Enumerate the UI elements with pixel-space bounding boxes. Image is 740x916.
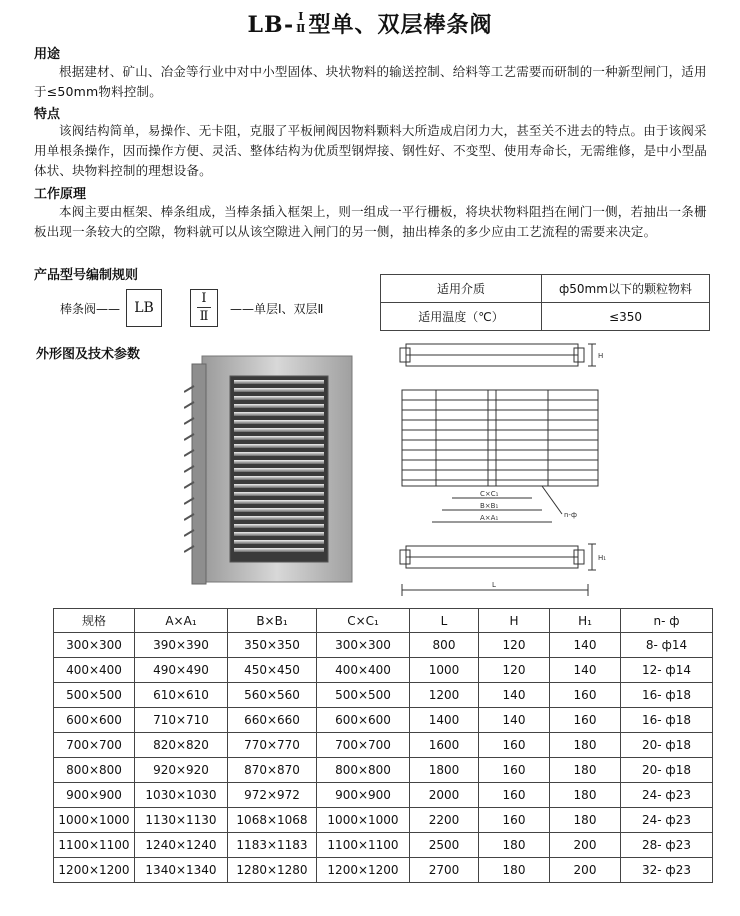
table-cell: 1200×1200 xyxy=(54,858,135,883)
params-table xyxy=(53,608,713,883)
params-header-cell: A×A₁ xyxy=(135,609,228,633)
table-cell: 1340×1340 xyxy=(135,858,228,883)
table-cell: 500×500 xyxy=(317,683,410,708)
table-cell: 140 xyxy=(550,633,621,658)
table-row xyxy=(54,733,713,758)
params-header-cell: H xyxy=(479,609,550,633)
model-rule-heading: 产品型号编制规则 xyxy=(34,268,139,283)
layer-code-bottom: Ⅱ xyxy=(199,309,209,324)
principle-text: 本阀主要由框架、棒条组成，当棒条插入框架上，则一组成一平行栅板，将块状物料阻挡在闸门一侧，若抽出一条栅板出现一条较大的空隙，物料就可以从该空隙进入闸门的另一侧，抽出棒条的多少应由工艺流程的需要来决定。 xyxy=(34,204,707,239)
photo-frame-side xyxy=(192,364,206,584)
page-title xyxy=(0,8,740,39)
model-code-box xyxy=(126,289,162,327)
drawing-label-a: A×A₁ xyxy=(480,514,499,522)
model-code: LB xyxy=(134,300,154,316)
drawing-plan-view xyxy=(402,390,598,486)
usage-text: 根据建材、矿山、冶金等行业中对中小型固体、块状物料的输送控制、给料等工艺需要而研制的一种新型闸门，适用于≤50mm物料控制。 xyxy=(34,64,707,99)
spec-table xyxy=(380,274,710,331)
table-cell: 300×300 xyxy=(317,633,410,658)
params-header-cell: L xyxy=(410,609,479,633)
table-cell: 2200 xyxy=(410,808,479,833)
table-cell: 1240×1240 xyxy=(135,833,228,858)
table-cell: 920×920 xyxy=(135,758,228,783)
table-cell: 972×972 xyxy=(228,783,317,808)
table-row xyxy=(54,683,713,708)
principle-heading: 工作原理 xyxy=(34,187,87,202)
table-row xyxy=(54,783,713,808)
table-cell: 660×660 xyxy=(228,708,317,733)
table-cell: 2500 xyxy=(410,833,479,858)
table-row xyxy=(54,658,713,683)
features-text: 该阀结构简单，易操作、无卡阻，克服了平板闸阀因物料颗料大所造成启闭力大，甚至关不进去的特点。由于该阀采用单根条操作，因而操作方便、灵活、整体结构为优质型钢焊接、钢性好、不变型、使用寿命长，无需维修，是中小型晶体状、块物料控制的理想设备。 xyxy=(34,123,708,178)
drawing-label-h: H xyxy=(598,352,604,360)
table-cell: 8- ф14 xyxy=(621,633,713,658)
table-cell: 160 xyxy=(479,758,550,783)
table-cell: 450×450 xyxy=(228,658,317,683)
layer-code-desc: ——单层Ⅰ、双层Ⅱ xyxy=(230,302,324,316)
title-sup: Ⅰ xyxy=(298,10,305,23)
spec-key: 适用温度（℃） xyxy=(381,303,542,331)
table-cell: 900×900 xyxy=(54,783,135,808)
figure-heading: 外形图及技术参数 xyxy=(36,347,141,362)
table-cell: 180 xyxy=(479,833,550,858)
table-cell: 180 xyxy=(550,758,621,783)
table-cell: 900×900 xyxy=(317,783,410,808)
table-cell: 20- ф18 xyxy=(621,733,713,758)
table-cell: 24- ф23 xyxy=(621,783,713,808)
drawing-label-b: B×B₁ xyxy=(480,502,499,510)
table-cell: 2700 xyxy=(410,858,479,883)
table-cell: 1200×1200 xyxy=(317,858,410,883)
table-cell: 400×400 xyxy=(54,658,135,683)
table-cell: 120 xyxy=(479,658,550,683)
table-cell: 12- ф14 xyxy=(621,658,713,683)
params-header-cell: H₁ xyxy=(550,609,621,633)
table-cell: 1183×1183 xyxy=(228,833,317,858)
drawing-label-n: n-ф xyxy=(564,511,577,519)
table-cell: 120 xyxy=(479,633,550,658)
table-cell: 2000 xyxy=(410,783,479,808)
model-code-label: 棒条阀—— xyxy=(60,302,121,316)
table-cell: 16- ф18 xyxy=(621,683,713,708)
table-cell: 600×600 xyxy=(317,708,410,733)
table-cell: 1000×1000 xyxy=(54,808,135,833)
table-cell: 600×600 xyxy=(54,708,135,733)
drawing-label-h1: H₁ xyxy=(598,554,607,562)
table-cell: 770×770 xyxy=(228,733,317,758)
usage-heading: 用途 xyxy=(34,47,61,62)
table-cell: 160 xyxy=(479,783,550,808)
table-cell: 700×700 xyxy=(317,733,410,758)
table-row xyxy=(54,808,713,833)
title-layer-fraction xyxy=(296,11,306,35)
spec-value: ф50mm以下的颗粒物料 xyxy=(542,275,710,303)
product-photo xyxy=(184,352,358,590)
spec-key: 适用介质 xyxy=(381,275,542,303)
params-header-cell: n- ф xyxy=(621,609,713,633)
table-cell: 820×820 xyxy=(135,733,228,758)
table-cell: 140 xyxy=(479,683,550,708)
table-cell: 180 xyxy=(479,858,550,883)
table-cell: 20- ф18 xyxy=(621,758,713,783)
table-cell: 500×500 xyxy=(54,683,135,708)
table-cell: 200 xyxy=(550,858,621,883)
table-cell: 560×560 xyxy=(228,683,317,708)
table-cell: 390×390 xyxy=(135,633,228,658)
table-cell: 800×800 xyxy=(317,758,410,783)
params-header-cell: 规格 xyxy=(54,609,135,633)
table-cell: 1000×1000 xyxy=(317,808,410,833)
table-cell: 1800 xyxy=(410,758,479,783)
table-cell: 1130×1130 xyxy=(135,808,228,833)
spec-value: ≤350 xyxy=(542,303,710,331)
table-cell: 350×350 xyxy=(228,633,317,658)
table-cell: 160 xyxy=(550,708,621,733)
drawing-label-l: L xyxy=(492,581,496,589)
table-cell: 1068×1068 xyxy=(228,808,317,833)
features-heading: 特点 xyxy=(34,107,61,122)
table-row xyxy=(54,758,713,783)
table-cell: 1400 xyxy=(410,708,479,733)
table-cell: 1280×1280 xyxy=(228,858,317,883)
table-cell: 180 xyxy=(550,783,621,808)
table-cell: 1100×1100 xyxy=(317,833,410,858)
table-row xyxy=(54,633,713,658)
table-cell: 400×400 xyxy=(317,658,410,683)
title-suffix: 型单、双层棒条阀 xyxy=(308,12,493,38)
table-row xyxy=(381,303,710,331)
table-cell: 160 xyxy=(479,808,550,833)
table-row xyxy=(54,708,713,733)
table-cell: 870×870 xyxy=(228,758,317,783)
table-cell: 28- ф23 xyxy=(621,833,713,858)
table-cell: 800×800 xyxy=(54,758,135,783)
table-cell: 180 xyxy=(550,733,621,758)
table-cell: 700×700 xyxy=(54,733,135,758)
table-cell: 1100×1100 xyxy=(54,833,135,858)
table-cell: 140 xyxy=(550,658,621,683)
params-header-cell: B×B₁ xyxy=(228,609,317,633)
table-cell: 200 xyxy=(550,833,621,858)
table-cell: 16- ф18 xyxy=(621,708,713,733)
drawing-label-c: C×C₁ xyxy=(480,490,499,498)
table-cell: 800 xyxy=(410,633,479,658)
table-cell: 490×490 xyxy=(135,658,228,683)
table-row xyxy=(54,833,713,858)
table-row xyxy=(381,275,710,303)
technical-drawing xyxy=(392,338,622,606)
layer-code-box xyxy=(190,289,218,327)
table-row xyxy=(54,858,713,883)
table-cell: 160 xyxy=(550,683,621,708)
table-cell: 160 xyxy=(479,733,550,758)
table-cell: 140 xyxy=(479,708,550,733)
table-cell: 1600 xyxy=(410,733,479,758)
table-cell: 610×610 xyxy=(135,683,228,708)
title-sub: Ⅱ xyxy=(296,22,307,35)
params-header-cell: C×C₁ xyxy=(317,609,410,633)
table-cell: 24- ф23 xyxy=(621,808,713,833)
table-cell: 32- ф23 xyxy=(621,858,713,883)
title-prefix: LB- xyxy=(247,12,295,38)
table-cell: 300×300 xyxy=(54,633,135,658)
params-header-row xyxy=(54,609,713,633)
table-cell: 1000 xyxy=(410,658,479,683)
table-cell: 1200 xyxy=(410,683,479,708)
layer-code-top: Ⅰ xyxy=(201,291,207,306)
table-cell: 710×710 xyxy=(135,708,228,733)
table-cell: 180 xyxy=(550,808,621,833)
table-cell: 1030×1030 xyxy=(135,783,228,808)
